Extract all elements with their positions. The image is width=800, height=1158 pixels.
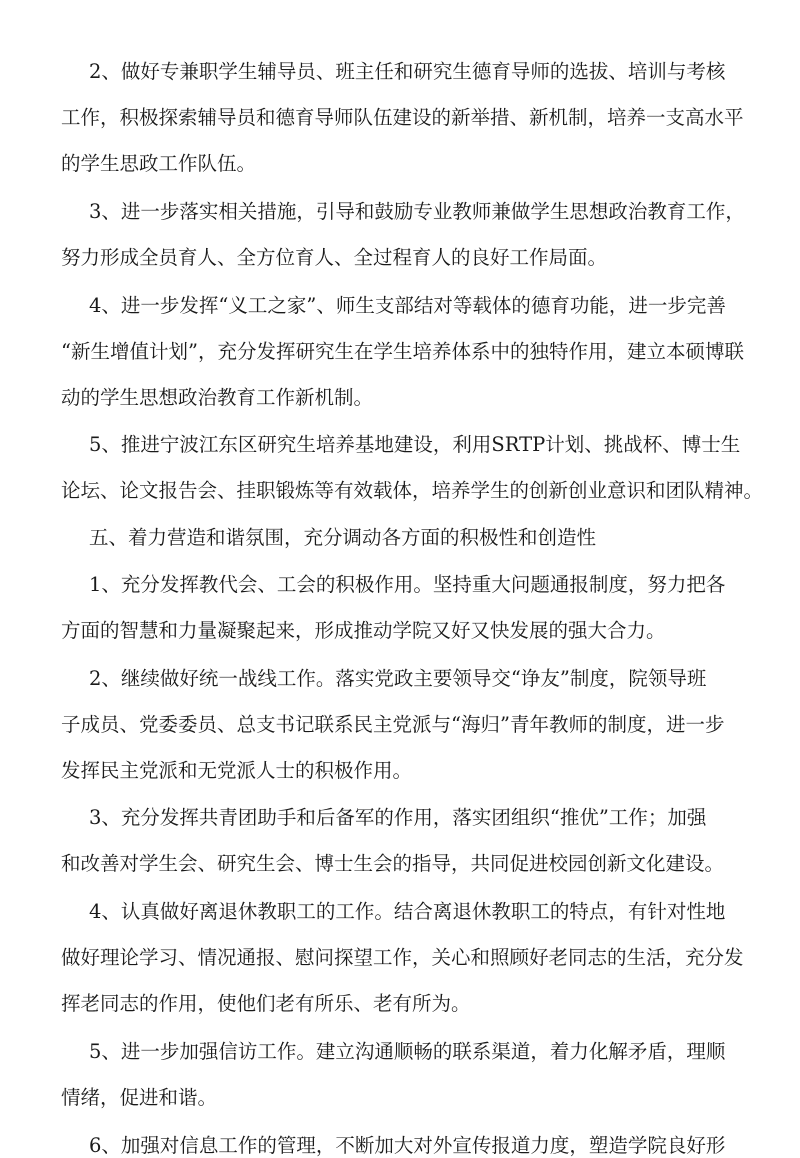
text-line: 情绪，促进和谐。: [61, 1086, 218, 1109]
text-line: 3、进一步落实相关措施，引导和鼓励专业教师兼做学生思想政治教育工作，: [89, 200, 745, 223]
text-line: 5、推进宁波江东区研究生培养基地建设，利用SRTP计划、挑战杯、博士生: [89, 433, 741, 456]
text-line: 1、充分发挥教代会、工会的积极作用。坚持重大问题通报制度，努力把各: [89, 573, 726, 596]
text-line: 工作，积极探索辅导员和德育导师队伍建设的新举措、新机制，培养一支高水平: [61, 106, 744, 129]
text-line: 论坛、论文报告会、挂职锻炼等有效载体，培养学生的创新创业意识和团队精神。: [61, 479, 764, 502]
text-line: 发挥民主党派和无党派人士的积极作用。: [61, 759, 413, 782]
text-line: 子成员、党委委员、总支书记联系民主党派与“海归”青年教师的制度，进一步: [61, 713, 725, 736]
text-line: 挥老同志的作用，使他们老有所乐、老有所为。: [61, 992, 471, 1015]
text-line: “新生增值计划”，充分发挥研究生在学生培养体系中的独特作用，建立本硕博联: [61, 340, 744, 363]
text-line: 和改善对学生会、研究生会、博士生会的指导，共同促进校园创新文化建设。: [61, 852, 725, 875]
text-line: 做好理论学习、情况通报、慰问探望工作，关心和照顾好老同志的生活，充分发: [61, 946, 744, 969]
text-line: 2、继续做好统一战线工作。落实党政主要领导交“诤友”制度，院领导班: [89, 667, 707, 690]
text-line: 4、进一步发挥“义工之家”、师生支部结对等载体的德育功能，进一步完善: [89, 294, 726, 317]
text-line: 4、认真做好离退休教职工的工作。结合离退休教职工的特点，有针对性地: [89, 900, 726, 923]
text-line: 努力形成全员育人、全方位育人、全过程育人的良好工作局面。: [61, 246, 608, 269]
text-line: 动的学生思想政治教育工作新机制。: [61, 386, 374, 409]
text-line: 的学生思政工作队伍。: [61, 152, 257, 175]
text-line: 6、加强对信息工作的管理，不断加大对外宣传报道力度，塑造学院良好形: [89, 1134, 726, 1157]
text-line: 2、做好专兼职学生辅导员、班主任和研究生德育导师的选拔、培训与考核: [89, 60, 726, 83]
section-heading: 五、着力营造和谐氛围，充分调动各方面的积极性和创造性: [89, 526, 597, 549]
text-line: 5、进一步加强信访工作。建立沟通顺畅的联系渠道，着力化解矛盾，理顺: [89, 1040, 726, 1063]
text-line: 方面的智慧和力量凝聚起来，形成推动学院又好又快发展的强大合力。: [61, 619, 666, 642]
text-line: 3、充分发挥共青团助手和后备军的作用，落实团组织“推优”工作；加强: [89, 806, 707, 829]
